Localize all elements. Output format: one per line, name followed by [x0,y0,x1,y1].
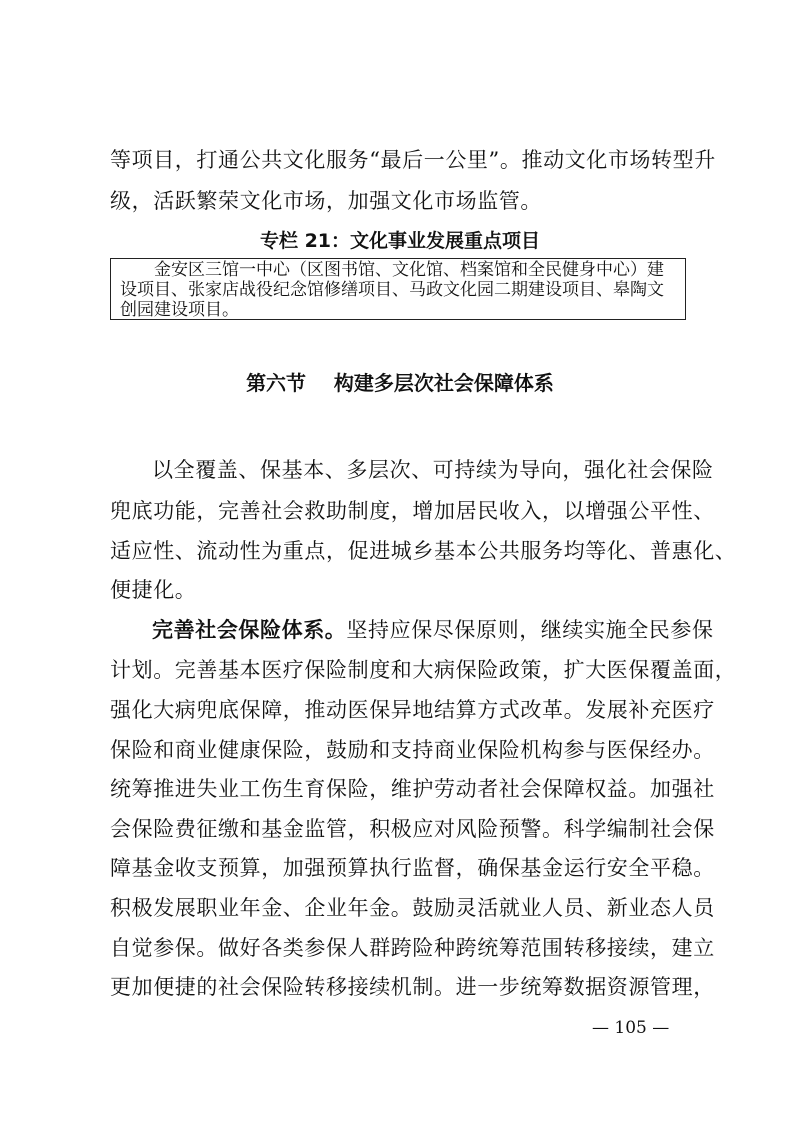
para2-line-8: 积极发展职业年金、企业年金。鼓励灵活就业人员、新业态人员 [110,896,715,920]
para2-line-3: 强化大病兜底保障，推动医保异地结算方式改革。发展补充医疗 [110,698,715,722]
para2-line-5: 统筹推进失业工伤生育保险，维护劳动者社会保障权益。加强社 [110,777,715,801]
para2-line-2: 计划。完善基本医疗保险制度和大病保险政策，扩大医保覆盖面， [110,658,737,682]
box-line-2: 设项目、张家店战役纪念馆修缮项目、马政文化园二期建设项目、皋陶文 [120,280,664,300]
para1-line-3: 适应性、流动性为重点，促进城乡基本公共服务均等化、普惠化、 [110,539,737,563]
para2-line-4: 保险和商业健康保险，鼓励和支持商业保险机构参与医保经办。 [110,738,715,762]
para2-line-7: 障基金收支预算，加强预算执行监督，确保基金运行安全平稳。 [110,856,715,880]
para1-line-4: 便捷化。 [110,578,197,602]
para1-line-1: 以全覆盖、保基本、多层次、可持续为导向，强化社会保险 [152,458,714,482]
para2-line-1 [152,614,714,646]
box-line-3: 创园建设项目。 [120,300,239,320]
section-title: 第六节 构建多层次社会保障体系 [246,371,554,395]
para2-lead: 完善社会保险体系。 [152,617,347,642]
page-number: — 105 — [592,1018,670,1038]
para2-line-1-rest: 坚持应保尽保原则，继续实施全民参保 [346,618,714,642]
intro-line-2: 级，活跃繁荣文化市场，加强文化市场监管。 [110,189,542,213]
para2-line-6: 会保险费征缴和基金监管，积极应对风险预警。科学编制社会保 [110,817,715,841]
box-title: 专栏 21：文化事业发展重点项目 [259,230,541,252]
intro-line-1: 等项目，打通公共文化服务“最后一公里”。推动文化市场转型升 [110,148,716,172]
para2-line-10: 更加便捷的社会保险转移接续机制。进一步统筹数据资源管理， [110,975,715,999]
para1-line-2: 兜底功能，完善社会救助制度，增加居民收入，以增强公平性、 [110,499,715,523]
box-line-1: 金安区三馆一中心（区图书馆、文化馆、档案馆和全民健身中心）建 [154,260,664,280]
para2-line-9: 自觉参保。做好各类参保人群跨险种跨统筹范围转移接续，建立 [110,936,715,960]
